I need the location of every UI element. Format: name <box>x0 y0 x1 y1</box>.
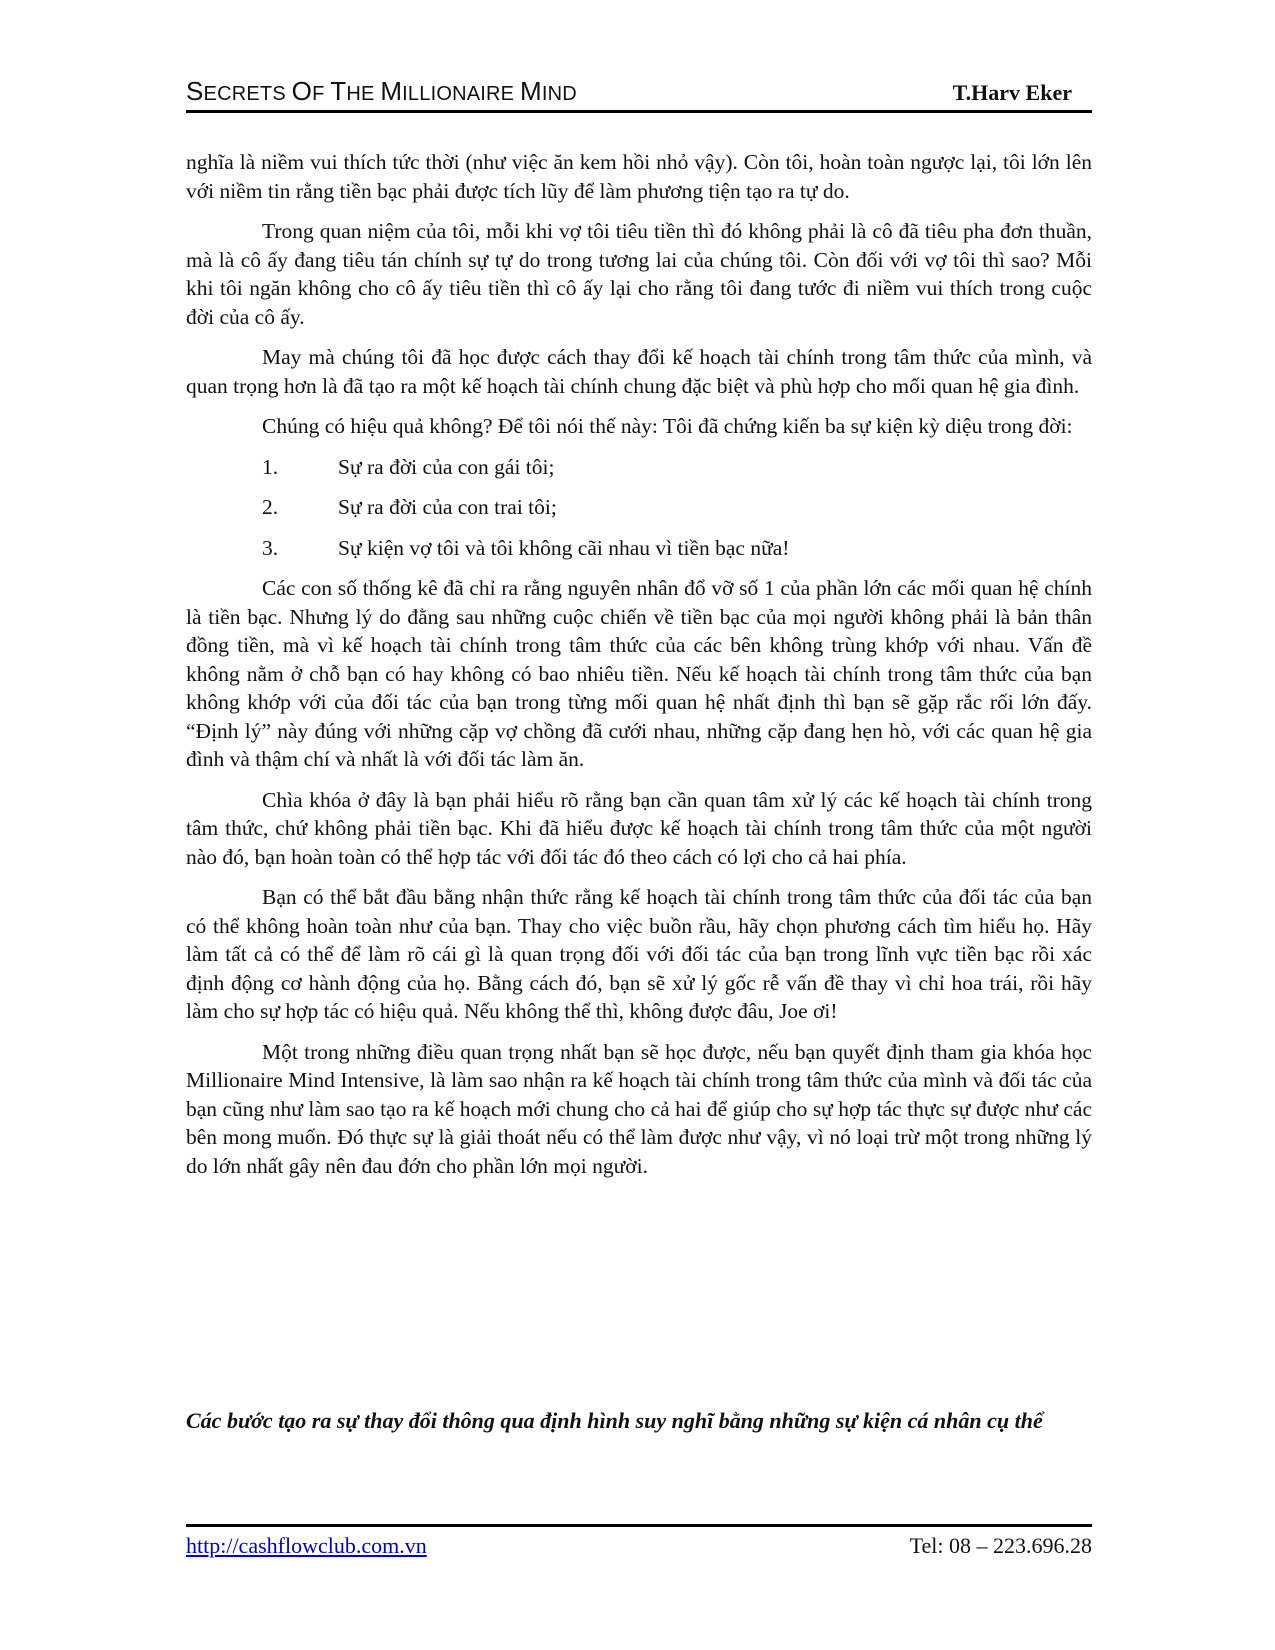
book-title: SECRETS OF THE MILLIONAIRE MIND <box>186 76 577 106</box>
list-number: 2. <box>262 495 279 519</box>
phone-number: Tel: 08 – 223.696.28 <box>909 1533 1092 1558</box>
list-item <box>186 493 1092 522</box>
list-text: Sự ra đời của con gái tôi; <box>338 454 555 479</box>
list-item <box>186 453 1092 482</box>
body-text <box>186 148 1092 1192</box>
paragraph: Trong quan niệm của tôi, mỗi khi vợ tôi tiêu tiền thì đó không phải là cô đã tiêu pha đơn thuần, mà là cô ấy đang tiêu tán chính sự tự do trong tương lai của chúng tôi. Còn đối với vợ tôi thì sao? Mỗi khi tôi ngăn không cho cô ấy tiêu tiền thì cô ấy lại cho rằng tôi đang tước đi niềm vui thích trong cuộc đời của cô ấy. <box>186 219 1092 329</box>
author-name: T.Harv Eker <box>952 80 1072 105</box>
list-item <box>186 534 1092 563</box>
paragraph: nghĩa là niềm vui thích tức thời (như việc ăn kem hồi nhỏ vậy). Còn tôi, hoàn toàn ngược lại, tôi lớn lên với niềm tin rằng tiền bạc phải được tích lũy để làm phương tiện tạo ra tự do. <box>186 150 1092 203</box>
paragraph: Bạn có thể bắt đầu bằng nhận thức rằng kế hoạch tài chính trong tâm thức của đối tác của bạn có thể không hoàn toàn như của bạn. Thay cho việc buồn rầu, hãy chọn phương cách tìm hiểu họ. Hãy làm tất cả có thể để làm rõ cái gì là quan trọng đối với đối tác của bạn trong lĩnh vực tiền bạc rồi xác định động cơ hành động của họ. Bằng cách đó, bạn sẽ xử lý gốc rễ vấn đề thay vì chỉ hoa trái, rồi hãy làm cho sự hợp tác có hiệu quả. Nếu không thể thì, không được đâu, Joe ơi! <box>186 885 1092 1023</box>
list-text: Sự ra đời của con trai tôi; <box>338 495 557 519</box>
list-text: Sự kiện vợ tôi và tôi không cãi nhau vì tiền bạc nữa! <box>338 535 790 560</box>
paragraph: Chúng có hiệu quả không? Để tôi nói thế này: Tôi đã chứng kiến ba sự kiện kỳ diệu trong đời: <box>262 414 1073 438</box>
paragraph: Các con số thống kê đã chỉ ra rằng nguyên nhân đổ vỡ số 1 của phần lớn các mối quan hệ chính là tiền bạc. Nhưng lý do đằng sau những cuộc chiến về tiền bạc của mọi người không phải là bản thân đồng tiền, mà vì kế hoạch tài chính trong tâm thức của các bên không trùng khớp với nhau. Vấn đề không nằm ở chỗ bạn có hay không có bao nhiêu tiền. Nếu kế hoạch tài chính trong tâm thức của bạn không khớp với của đối tác của bạn trong từng mối quan hệ nhất định thì bạn sẽ gặp rắc rối lớn đấy. “Định lý” này đúng với những cặp vợ chồng đã cưới nhau, những cặp đang hẹn hò, với các quan hệ gia đình và thậm chí và nhất là với đối tác làm ăn. <box>186 576 1092 771</box>
paragraph: May mà chúng tôi đã học được cách thay đổi kế hoạch tài chính trong tâm thức của mình, và quan trọng hơn là đã tạo ra một kế hoạch tài chính chung đặc biệt và phù hợp cho mối quan hệ gia đình. <box>186 345 1092 398</box>
paragraph: Chìa khóa ở đây là bạn phải hiểu rõ rằng bạn cần quan tâm xử lý các kế hoạch tài chính trong tâm thức, chứ không phải tiền bạc. Khi đã hiểu được kế hoạch tài chính trong tâm thức của một người nào đó, bạn hoàn toàn có thể hợp tác với đối tác đó theo cách có lợi cho cả hai phía. <box>186 787 1092 869</box>
list-number: 3. <box>262 535 279 560</box>
paragraph: Một trong những điều quan trọng nhất bạn sẽ học được, nếu bạn quyết định tham gia khóa học Millionaire Mind Intensive, là làm sao nhận ra kế hoạch tài chính trong tâm thức của mình và đối tác của bạn cũng như làm sao tạo ra kế hoạch mới chung cho cả hai để giúp cho sự hợp tác thực sự được như các bên mong muốn. Đó thực sự là giải thoát nếu có thể làm được như vậy, vì nó loại trừ một trong những lý do lớn nhất gây nên đau đớn cho phần lớn mọi người. <box>186 1039 1092 1178</box>
website-link[interactable]: http://cashflowclub.com.vn <box>186 1533 427 1558</box>
section-heading: Các bước tạo ra sự thay đổi thông qua định hình suy nghĩ bằng những sự kiện cá nhân cụ thể <box>186 1408 1043 1433</box>
list-number: 1. <box>262 454 279 479</box>
page-footer <box>186 1524 1092 1559</box>
page-header <box>186 76 1092 113</box>
